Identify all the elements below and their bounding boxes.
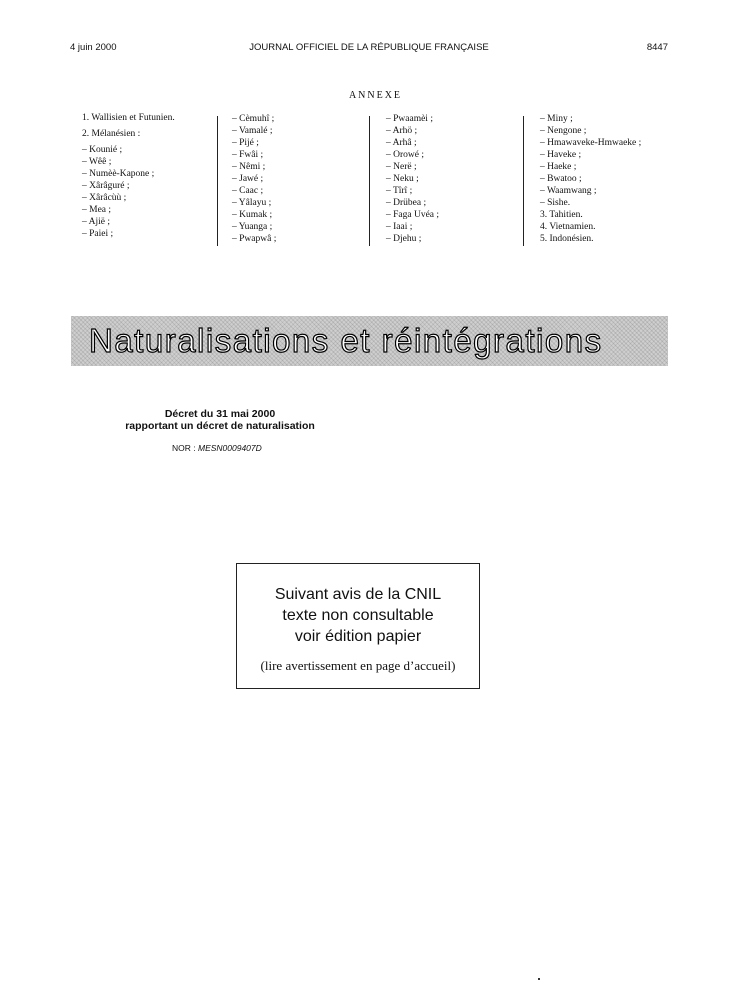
decree-subtitle: rapportant un décret de naturalisation [125,420,315,432]
annexe-column-1 [82,112,175,240]
list-item: – Nerë ; [386,162,417,172]
list-item: – Kounié ; [82,145,123,155]
list-item: – Faga Uvéa ; [386,210,440,220]
cnil-notice-box [236,563,480,689]
list-item: 4. Vietnamien. [540,222,596,232]
list-item: – Pwaamèi ; [386,114,433,124]
column-divider [217,116,218,246]
scan-speck [538,978,540,980]
list-item: – Xârâguré ; [82,181,130,191]
list-item: – Numèè-Kapone ; [82,169,155,179]
decree-title: Décret du 31 mai 2000 [164,408,276,420]
header-page-number: 8447 [646,42,668,53]
list-item: 2. Mélanésien : [82,129,141,139]
list-item: – Miny ; [540,114,573,124]
list-item: 1. Wallisien et Futunien. [82,113,175,123]
list-item: – Ajië ; [82,217,110,227]
list-item: – Yâlayu ; [232,198,272,208]
nor-label: NOR : [172,443,198,453]
list-item: – Iaai ; [386,222,413,232]
list-item: – Sishe. [540,198,571,208]
list-item: – Xârâcùù ; [82,193,127,203]
annexe-column-3 [386,113,439,245]
list-item: 3. Tahitien. [540,210,583,220]
list-item: – Bwatoo ; [540,174,582,184]
header-journal-title: JOURNAL OFFICIEL DE LA RÉPUBLIQUE FRANÇAISE [249,42,489,53]
list-item: – Djehu ; [386,234,422,244]
list-item: – Nêmi ; [232,162,266,172]
page-header [70,42,668,56]
section-banner [71,316,668,366]
list-item: – Neku ; [386,174,419,184]
cnil-notice-line: Suivant avis de la CNIL [274,586,442,603]
list-item: – Fwâi ; [232,150,264,160]
list-item: – Hmawaveke-Hmwaeke ; [540,138,642,148]
annexe-column-4 [540,113,641,245]
nor-reference [172,443,262,453]
list-item: – Tîrî ; [386,186,413,196]
column-divider [523,116,524,246]
annexe-column-2 [232,113,276,245]
list-item: – Haeke ; [540,162,577,172]
list-item: – Caac ; [232,186,264,196]
list-item: – Haveke ; [540,150,582,160]
cnil-notice-line: voir édition papier [294,628,422,645]
header-date: 4 juin 2000 [70,42,117,53]
list-item: – Cèmuhî ; [232,114,275,124]
list-item: – Paiei ; [82,229,114,239]
section-banner-title: Naturalisations et réintégrations [89,322,603,359]
list-item: – Jawé ; [232,174,264,184]
list-item: – Arhö ; [386,126,418,136]
list-item: – Pijé ; [232,138,259,148]
list-item: – Wêê ; [82,157,112,167]
list-item: – Arhâ ; [386,138,417,148]
list-item: – Vamalé ; [232,126,273,136]
list-item: – Drübea ; [386,198,427,208]
list-item: – Waamwang ; [540,186,597,196]
list-item: – Pwapwâ ; [232,234,277,244]
list-item: – Kumak ; [232,210,273,220]
cnil-notice-note: (lire avertissement en page d’accueil) [260,658,456,673]
list-item: – Orowé ; [386,150,424,160]
list-item: – Nengone ; [540,126,587,136]
list-item: 5. Indonésien. [540,234,594,244]
cnil-notice-line: texte non consultable [282,607,434,624]
list-item: – Yuanga ; [232,222,273,232]
list-item: – Mea ; [82,205,112,215]
annexe-title: ANNEXE [348,90,403,101]
column-divider [369,116,370,246]
nor-code: MESN0009407D [197,443,262,453]
